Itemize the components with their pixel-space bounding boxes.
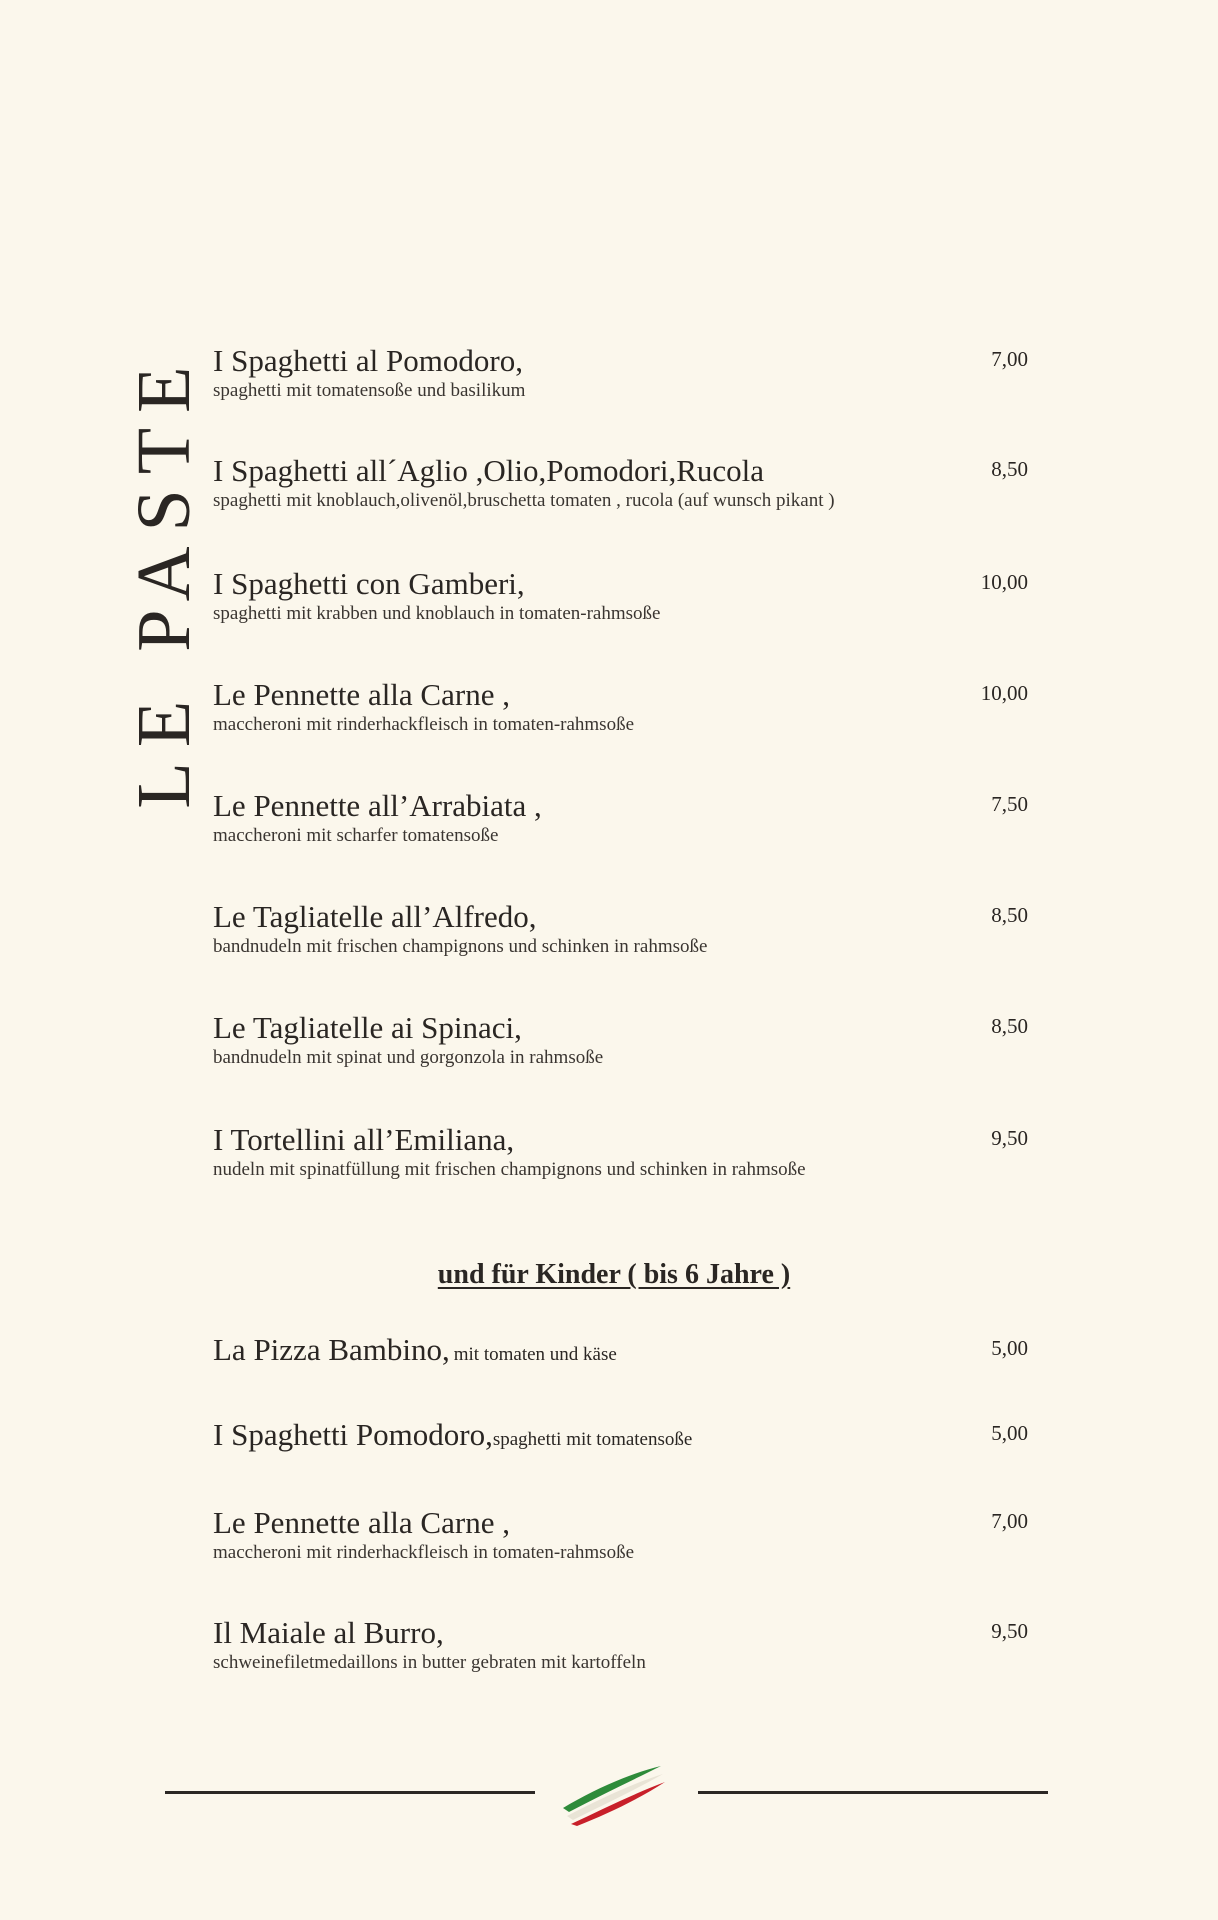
item-price: 5,00	[991, 1336, 1028, 1360]
item-description: bandnudeln mit frischen champignons und schinken in rahmsoße	[213, 936, 708, 957]
item-price: 8,50	[991, 1014, 1028, 1038]
item-price: 5,00	[991, 1421, 1028, 1445]
kids-menu-item	[213, 1615, 1028, 1674]
kids-section-heading: und für Kinder ( bis 6 Jahre )	[437, 1259, 791, 1290]
kids-menu-item	[213, 1505, 1028, 1564]
item-description: schweinefiletmedaillons in butter gebraten mit kartoffeln	[213, 1652, 646, 1673]
item-price: 7,50	[991, 792, 1028, 816]
menu-item	[213, 453, 1028, 512]
item-price: 10,00	[980, 570, 1028, 594]
italian-flag-brush-icon	[553, 1760, 668, 1828]
item-description: spaghetti mit knoblauch,olivenöl,bruschetta tomaten , rucola (auf wunsch pikant )	[213, 490, 835, 511]
item-name: I Tortellini all’Emiliana,	[213, 1122, 515, 1157]
menu-item	[213, 899, 1028, 958]
divider-line-right	[698, 1791, 1048, 1794]
item-price: 7,00	[991, 347, 1028, 371]
item-description: maccheroni mit rinderhackfleisch in tomaten-rahmsoße	[213, 714, 635, 735]
menu-item	[213, 1010, 1028, 1069]
item-price: 8,50	[991, 457, 1028, 481]
menu-item	[213, 788, 1028, 847]
item-price: 10,00	[980, 681, 1028, 705]
divider-line-left	[165, 1791, 535, 1794]
item-description: spaghetti mit tomatensoße und basilikum	[213, 380, 526, 401]
item-description: bandnudeln mit spinat und gorgonzola in rahmsoße	[213, 1047, 604, 1068]
item-name: Le Pennette alla Carne ,	[213, 677, 510, 712]
item-name: Le Pennette all’Arrabiata ,	[213, 788, 542, 823]
item-name	[213, 1417, 1028, 1458]
item-price: 7,00	[991, 1509, 1028, 1533]
item-description: maccheroni mit rinderhackfleisch in tomaten-rahmsoße	[213, 1542, 635, 1563]
item-name-text: La Pizza Bambino,	[213, 1332, 450, 1367]
menu-item	[213, 343, 1028, 402]
item-description: mit tomaten und käse	[453, 1344, 617, 1365]
item-price: 8,50	[991, 903, 1028, 927]
menu-item	[213, 566, 1028, 625]
item-description: spaghetti mit tomatensoße	[492, 1429, 693, 1450]
menu-item	[213, 1122, 1028, 1181]
item-name: Le Pennette alla Carne ,	[213, 1505, 510, 1540]
menu-item	[213, 677, 1028, 736]
item-description: spaghetti mit krabben und knoblauch in tomaten-rahmsoße	[213, 603, 661, 624]
kids-menu-item	[213, 1332, 1028, 1373]
item-name: Le Tagliatelle ai Spinaci,	[213, 1010, 522, 1045]
item-name: I Spaghetti con Gamberi,	[213, 566, 525, 601]
item-description: maccheroni mit scharfer tomatensoße	[213, 825, 499, 846]
section-title-vertical: LE PASTE	[122, 351, 206, 809]
item-name	[213, 1332, 1028, 1373]
item-name: I Spaghetti al Pomodoro,	[213, 343, 523, 378]
item-name: I Spaghetti all´Aglio ,Olio,Pomodori,Rucola	[213, 453, 765, 488]
item-name: Le Tagliatelle all’Alfredo,	[213, 899, 537, 934]
kids-menu-item	[213, 1417, 1028, 1458]
item-description: nudeln mit spinatfüllung mit frischen champignons und schinken in rahmsoße	[213, 1159, 806, 1180]
item-price: 9,50	[991, 1619, 1028, 1643]
item-name-text: I Spaghetti Pomodoro,	[213, 1417, 493, 1452]
item-name: Il Maiale al Burro,	[213, 1615, 444, 1650]
item-price: 9,50	[991, 1126, 1028, 1150]
